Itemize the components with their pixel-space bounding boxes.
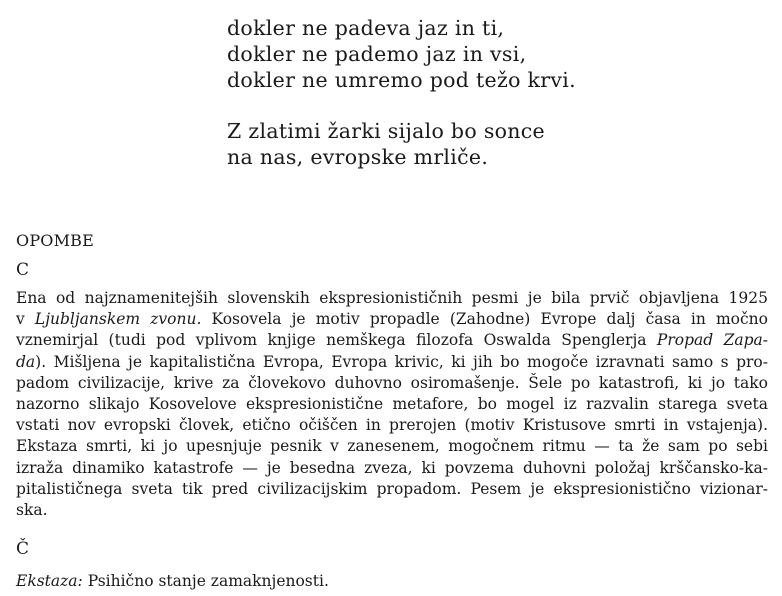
commentary-text: Ena od najznamenitejših slovenskih ekspresionističnih pesmi je bila prvič objavljena 1925 xyxy=(16,289,768,307)
commentary-italic-title: da xyxy=(16,352,36,371)
commentary-paragraph xyxy=(16,288,768,521)
commentary-line xyxy=(16,288,768,309)
commentary-text: Kosovela je motiv propadle (Zahodne) Evrope dalj časa in močno xyxy=(201,310,768,329)
poem-excerpt xyxy=(227,15,576,170)
commentary-text: ). Mišljena je kapitalistična Evropa, Evropa krivic, ki jih bo mogoče izravnati samo s pro- xyxy=(35,352,768,371)
poem-line: na nas, evropske mrliče. xyxy=(227,145,489,169)
poem-stanza-1 xyxy=(227,15,576,93)
glossary-definition: Psihično stanje zamaknjenosti. xyxy=(82,572,329,591)
section-letter-c: C xyxy=(16,260,30,280)
commentary-text: padom civilizacije, krive za človekovo duhovno osiromašenje. Šele po katastrofi, ki jo tako xyxy=(16,373,768,392)
commentary-text: ska. xyxy=(16,501,48,520)
commentary-text: Ekstaza smrti, ki jo upesnjuje pesnik v zanesenem, mogočnem ritmu — ta že sam po sebi xyxy=(16,437,768,456)
commentary-line xyxy=(16,458,768,479)
commentary-line xyxy=(16,415,768,436)
poem-line: dokler ne umremo pod težo krvi. xyxy=(227,68,576,92)
commentary-line xyxy=(16,500,768,521)
commentary-italic-title: Ljubljanskem zvonu. xyxy=(34,310,202,329)
glossary-term: Ekstaza: xyxy=(16,572,83,591)
commentary-text: nazorno slikajo Kosovelove ekspresionistične metafore, bo mogel iz razvalin starega sveta xyxy=(16,395,768,414)
commentary-text: vznemirjal (tudi pod vplivom knjige nemškega filozofa Oswalda Spenglerja xyxy=(16,331,657,350)
commentary-text: vstati nov evropski človek, etično očiščen in prerojen (motiv Kristusove smrti in vstajenja). xyxy=(16,416,768,435)
commentary-text: izraža dinamiko katastrofe — je besedna zveza, ki povzema duhovni položaj krščansko-ka- xyxy=(16,458,768,477)
commentary-text: v xyxy=(16,310,35,329)
poem-line: Z zlatimi žarki sijalo bo sonce xyxy=(227,119,545,143)
notes-section xyxy=(16,230,768,592)
commentary-line xyxy=(16,436,768,457)
commentary-text: pitalističnega sveta tik pred civilizacijskim propadom. Pesem je ekspresionistično vizionar- xyxy=(16,479,768,498)
commentary-italic-title: Propad Zapa- xyxy=(656,331,768,350)
commentary-line xyxy=(16,352,768,373)
poem-line: dokler ne pademo jaz in vsi, xyxy=(227,42,527,66)
commentary-line xyxy=(16,373,768,394)
poem-line: dokler ne padeva jaz in ti, xyxy=(227,16,505,40)
poem-stanza-2 xyxy=(227,118,576,170)
notes-heading: OPOMBE xyxy=(16,231,95,250)
commentary-line xyxy=(16,309,768,330)
commentary-line xyxy=(16,479,768,500)
section-letter-cc: Č xyxy=(16,539,30,560)
commentary-line xyxy=(16,330,768,351)
glossary-entry xyxy=(16,571,768,592)
commentary-line xyxy=(16,394,768,415)
